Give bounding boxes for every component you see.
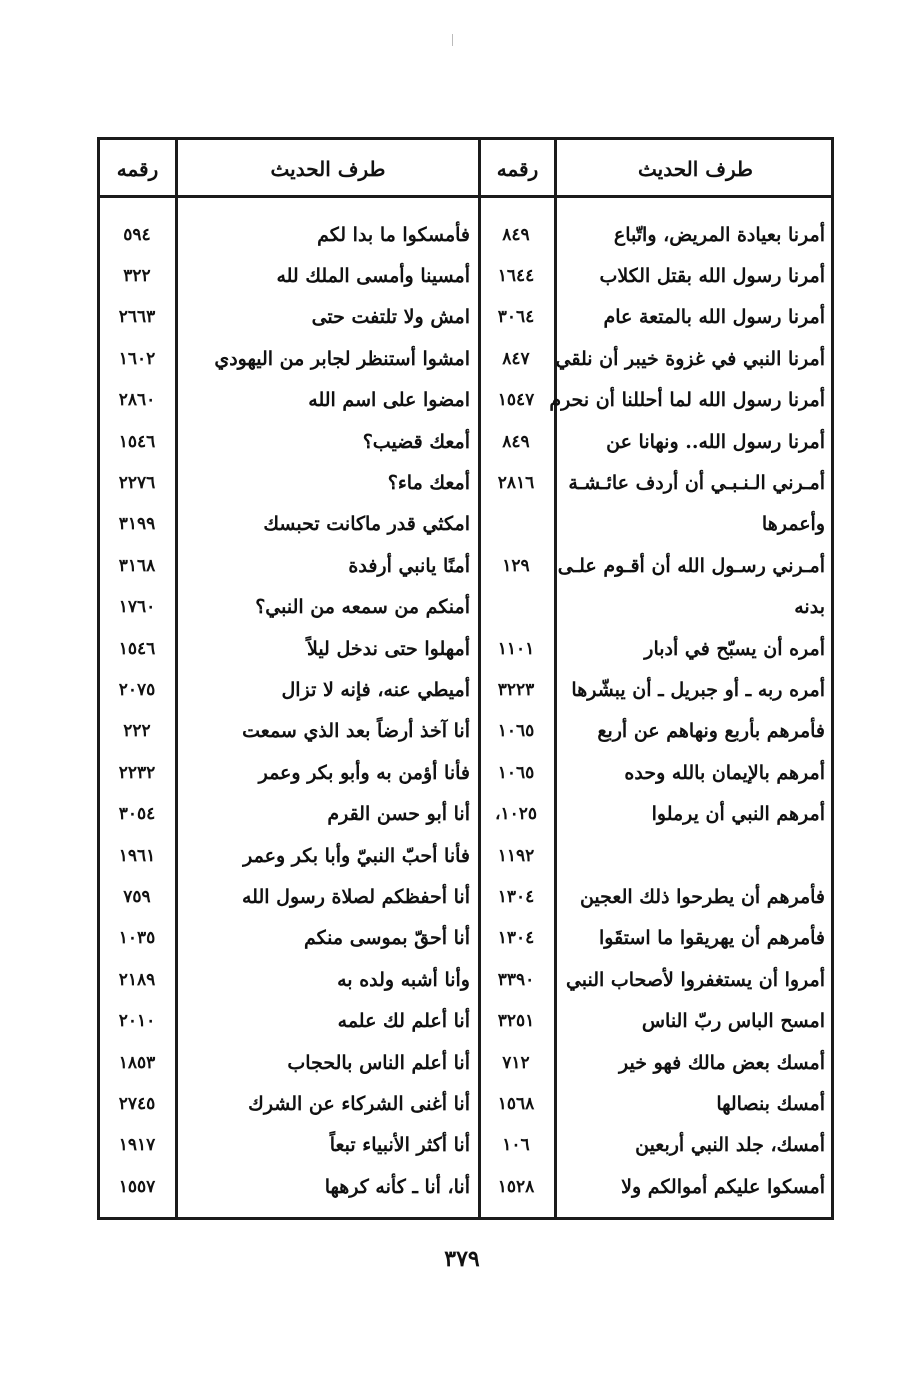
hadith-phrase-right: فأمرهم بأربع ونهاهم عن أربع [597,720,825,743]
hadith-phrase-right: امسح الباس ربّ الناس [641,1010,825,1033]
hadith-number-right: ١٢٩ [502,555,530,576]
table-row [100,752,831,793]
hadith-number-right [481,587,551,628]
table-row [100,1166,831,1207]
table-row [100,587,831,628]
hadith-number-right: ١١٠١ [497,638,535,659]
table-row [100,628,831,669]
hadith-number-left: ١٨٥٣ [118,1052,156,1073]
table-row [100,462,831,503]
hadith-phrase-left: أمعك قضيب؟ [362,430,470,453]
hadith-phrase-left: أنا أغنى الشركاء عن الشرك [248,1092,470,1115]
table-row [100,338,831,379]
header-divider [100,195,831,198]
hadith-number-left: ٢٨٦٠ [118,390,156,411]
hadith-number-right: ٢٨١٦ [497,473,535,494]
hadith-number-right: ٨٤٩ [502,431,530,452]
hadith-phrase-left: أمهلوا حتى ندخل ليلاً [306,637,470,660]
hadith-number-left: ٢١٨٩ [118,969,156,990]
hadith-phrase-right [557,835,825,876]
hadith-number-right: ١٥٤٧ [497,390,535,411]
table-row [100,380,831,421]
hadith-number-left: ١٥٤٦ [118,431,156,452]
table-row [100,1125,831,1166]
hadith-number-left: ٢٢٣٢ [118,762,156,783]
hadith-number-right: ٨٤٧ [502,348,530,369]
hadith-phrase-right: أمسكوا عليكم أموالكم ولا [621,1175,825,1198]
hadith-number-right [481,504,551,545]
hadith-phrase-left: أنا أحقّ بموسى منكم [304,927,470,950]
hadith-phrase-left: فأمسكوا ما بدا لكم [317,223,470,246]
table-row [100,504,831,545]
hadith-phrase-left: أمسينا وأمسى الملك لله [276,265,470,288]
table-row [100,876,831,917]
hadith-phrase-right: أمرنا رسول الله بالمتعة عام [603,306,825,329]
hadith-phrase-left: فأنا أؤمن به وأبو بكر وعمر [258,761,470,784]
hadith-phrase-left: أمنًا يانبي أرفدة [348,554,470,577]
hadith-phrase-right: أمـرني رسـول الله أن أقـوم علـى [557,554,825,577]
hadith-phrase-left: أميطي عنه، فإنه لا تزال [281,678,470,701]
header-right-text: طرف الحديث [638,157,753,181]
hadith-number-right: ١٠٦٥ [497,762,535,783]
hadith-phrase-right: فأمرهم أن يهريقوا ما استقَوا [598,927,825,950]
hadith-number-left: ١٧٦٠ [118,597,156,618]
hadith-phrase-right: أمره ربه ـ أو جبريل ـ أن يبشّرها [571,678,825,701]
hadith-phrase-right: أمرنا بعيادة المريض، واتّباع [613,223,825,246]
table-row [100,1000,831,1041]
hadith-number-left: ١٩٦١ [118,845,156,866]
hadith-phrase-left: امضوا على اسم الله [308,389,470,412]
hadith-phrase-right: أمروا أن يستغفروا لأصحاب النبي [565,968,825,991]
hadith-phrase-right: أمرنا رسول الله لما أحللنا أن نحرم [549,389,825,412]
hadith-phrase-right: أمسك بعض مالك فهو خير [619,1051,825,1074]
hadith-number-right: ١٠٢٥، [494,804,538,825]
header-left-number: رقمه [116,157,159,181]
scan-mark [452,34,453,46]
hadith-phrase-left: أنا أحفظكم لصلاة رسول الله [242,885,470,908]
hadith-number-right: ١٥٢٨ [497,1176,535,1197]
hadith-phrase-right: بدنه [794,596,825,619]
hadith-phrase-left: امكثي قدر ماكانت تحبسك [263,513,470,536]
header-left-text: طرف الحديث [270,157,386,181]
hadith-phrase-right: أمسك بنصالها [716,1092,825,1115]
table-row [100,959,831,1000]
table-row [100,918,831,959]
table-row [100,297,831,338]
table-row [100,545,831,586]
hadith-number-right: ١٠٦٥ [497,721,535,742]
hadith-number-left: ١٩١٧ [118,1135,156,1156]
hadith-number-left: ١٥٥٧ [118,1176,156,1197]
hadith-phrase-left: أنا أعلم الناس بالحجاب [287,1051,470,1074]
hadith-number-left: ٢٠١٠ [118,1011,156,1032]
hadith-number-left: ٣٢٢ [123,266,151,287]
hadith-phrase-left: فأنا أحبّ النبيّ وأبا بكر وعمر [243,844,470,867]
hadith-number-left: ٢٢٢ [123,721,151,742]
hadith-phrase-right: أمـرني الـنـبـي أن أردف عائـشـة [568,472,825,495]
table-body [100,214,831,1207]
hadith-number-right: ١٠٦ [502,1135,530,1156]
hadith-number-left: ١٦٠٢ [118,348,156,369]
page-number: ٣٧٩ [444,1246,480,1272]
hadith-index-table [97,137,834,1220]
table-row [100,711,831,752]
hadith-phrase-right: أمسك، جلد النبي أربعين [635,1134,825,1157]
hadith-number-right: ٣٢٥١ [497,1011,535,1032]
table-row [100,255,831,296]
hadith-number-right: ١١٩٢ [497,845,535,866]
hadith-phrase-right: أمرنا رسول الله بقتل الكلاب [599,265,825,288]
hadith-number-left: ٢٠٧٥ [118,679,156,700]
table-row [100,1083,831,1124]
hadith-number-left: ٣٠٥٤ [118,804,156,825]
hadith-phrase-left: أنا أبو حسن القرم [327,803,470,826]
hadith-number-left: ٢٢٧٦ [118,473,156,494]
hadith-phrase-left: امش ولا تلتفت حتى [311,306,470,329]
hadith-phrase-left: أنا آخذ أرضاً بعد الذي سمعت [242,720,470,743]
hadith-phrase-right: أمره أن يسبّح في أدبار [644,637,825,660]
table-row [100,1042,831,1083]
table-row [100,793,831,834]
hadith-phrase-left: أمنكم من سمعه من النبي؟ [255,596,470,619]
hadith-phrase-left: أمعك ماء؟ [387,472,470,495]
hadith-number-left: ١٠٣٥ [118,928,156,949]
header-right-number: رقمه [496,157,539,181]
hadith-phrase-right: أمرنا رسول الله.. ونهانا عن [606,430,825,453]
hadith-phrase-left: امشوا أستنظر لجابر من اليهودي [214,347,470,370]
hadith-number-right: ٨٤٩ [502,224,530,245]
hadith-number-right: ١٣٠٤ [497,928,535,949]
table-row [100,421,831,462]
hadith-number-right: ١٦٤٤ [497,266,535,287]
hadith-number-left: ٢٧٤٥ [118,1093,156,1114]
hadith-phrase-left: وأنا أشبه ولده به [337,968,470,991]
hadith-number-right: ١٥٦٨ [497,1093,535,1114]
hadith-phrase-right: أمرهم بالإيمان بالله وحده [624,761,825,784]
hadith-number-left: ٣١٩٩ [118,514,156,535]
hadith-number-right: ١٣٠٤ [497,886,535,907]
hadith-phrase-right: أمرهم النبي أن يرملوا [651,803,825,826]
table-row [100,214,831,255]
hadith-number-right: ٧١٢ [502,1052,530,1073]
hadith-phrase-left: أنا أعلم لك علمه [337,1010,470,1033]
hadith-number-left: ٧٥٩ [123,886,151,907]
hadith-number-left: ١٥٤٦ [118,638,156,659]
hadith-number-left: ٢٦٦٣ [118,307,156,328]
hadith-phrase-right: فأمرهم أن يطرحوا ذلك العجين [579,885,825,908]
table-row [100,835,831,876]
hadith-phrase-left: أنا أكثر الأنبياء تبعاً [329,1134,470,1157]
table-row [100,669,831,710]
hadith-phrase-right: أمرنا النبي في غزوة خيبر أن نلقي [555,347,825,370]
hadith-number-left: ٥٩٤ [123,224,151,245]
hadith-phrase-right: وأعمرها [761,513,825,536]
hadith-number-left: ٣١٦٨ [118,555,156,576]
hadith-number-right: ٣٣٩٠ [497,969,535,990]
hadith-phrase-left: أنا، أنا ـ كأنه كرهها [324,1175,470,1198]
hadith-number-right: ٣٠٦٤ [497,307,535,328]
hadith-number-right: ٣٢٢٣ [497,679,535,700]
